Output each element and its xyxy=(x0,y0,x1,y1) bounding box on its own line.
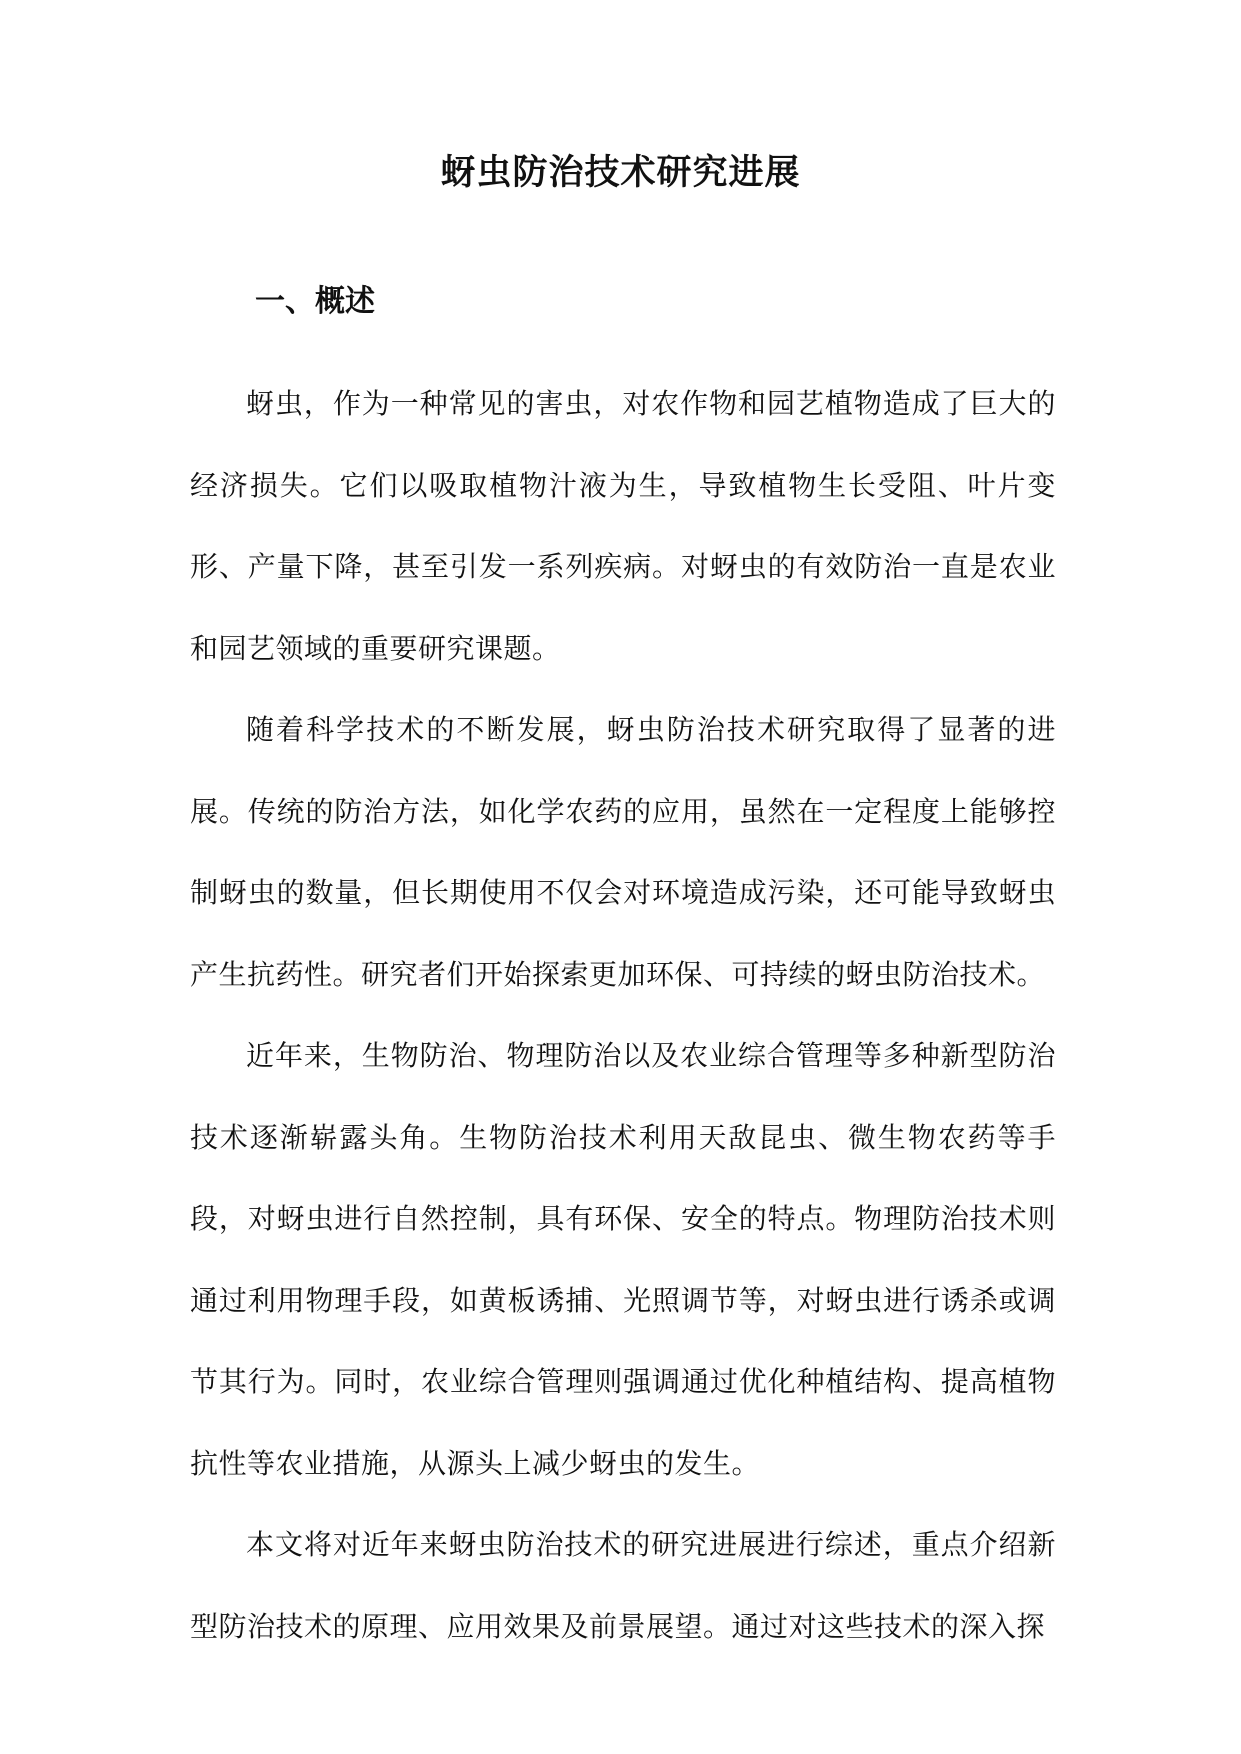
paragraph: 近年来，生物防治、物理防治以及农业综合管理等多种新型防治技术逐渐崭露头角。生物防治技术利用天敌昆虫、微生物农药等手段，对蚜虫进行自然控制，具有环保、安全的特点。物理防治技术则通过利用物理手段，如黄板诱捕、光照调节等，对蚜虫进行诱杀或调节其行为。同时，农业综合管理则强调通过优化种植结构、提高植物抗性等农业措施，从源头上减少蚜虫的发生。 xyxy=(190,1039,1056,1480)
paragraph: 随着科学技术的不断发展，蚜虫防治技术研究取得了显著的进展。传统的防治方法，如化学农药的应用，虽然在一定程度上能够控制蚜虫的数量，但长期使用不仅会对环境造成污染，还可能导致蚜虫产生抗药性。研究者们开始探索更加环保、可持续的蚜虫防治技术。 xyxy=(190,713,1056,991)
section-heading: 一、概述 xyxy=(255,284,375,319)
section-body xyxy=(190,363,1056,1667)
document-title: 蚜虫防治技术研究进展 xyxy=(440,152,801,193)
paragraph: 蚜虫，作为一种常见的害虫，对农作物和园艺植物造成了巨大的经济损失。它们以吸取植物汁液为生，导致植物生长受阻、叶片变形、产量下降，甚至引发一系列疾病。对蚜虫的有效防治一直是农业和园艺领域的重要研究课题。 xyxy=(190,387,1056,665)
paragraph: 本文将对近年来蚜虫防治技术的研究进展进行综述，重点介绍新型防治技术的原理、应用效果及前景展望。通过对这些技术的深入探 xyxy=(190,1528,1056,1643)
